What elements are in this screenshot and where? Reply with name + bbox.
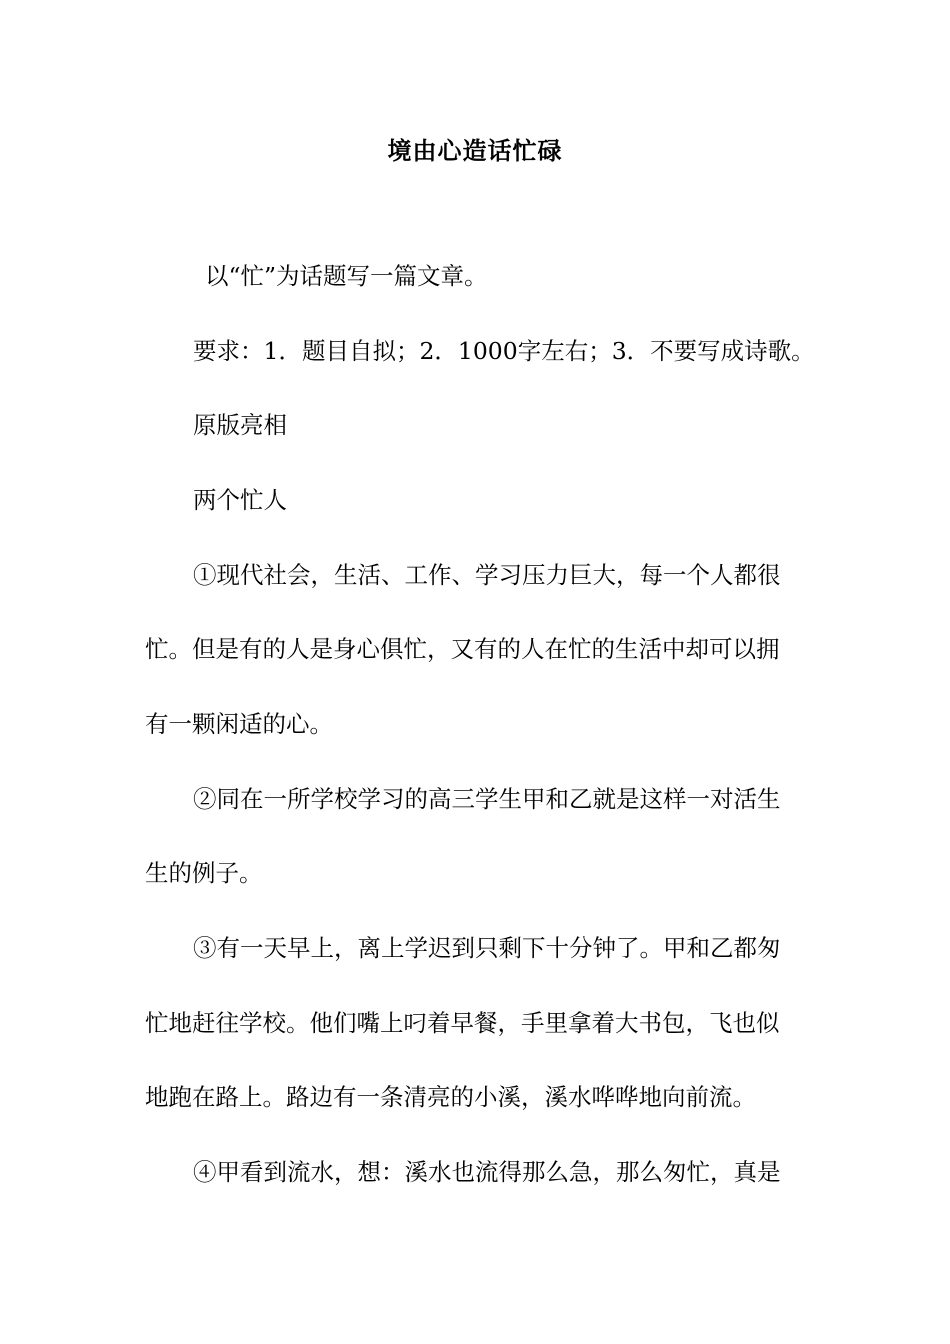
paragraph-line: ②同在一所学校学习的高三学生甲和乙就是这样一对活生 <box>193 785 781 813</box>
paragraph-line: ①现代社会，生活、工作、学习压力巨大，每一个人都很 <box>193 561 781 589</box>
essay-prompt: 以“忙”为话题写一篇文章。 <box>205 262 488 290</box>
paragraph-line: 有一颗闲适的心。 <box>145 710 333 738</box>
essay-title: 两个忙人 <box>193 486 287 514</box>
document-title: 境由心造话忙碌 <box>387 136 563 165</box>
paragraph-line: 忙。但是有的人是身心俱忙，又有的人在忙的生活中却可以拥 <box>145 635 780 663</box>
paragraph-line: 忙地赶往学校。他们嘴上叼着早餐，手里拿着大书包，飞也似 <box>145 1009 780 1037</box>
paragraph-line: 生的例子。 <box>145 859 263 887</box>
paragraph-line: ④甲看到流水，想：溪水也流得那么急，那么匆忙，真是 <box>193 1158 781 1186</box>
paragraph-line: 地跑在路上。路边有一条清亮的小溪，溪水哗哗地向前流。 <box>145 1083 756 1111</box>
essay-requirements: 要求：1．题目自拟；2．1000字左右；3．不要写成诗歌。 <box>193 337 815 365</box>
section-label: 原版亮相 <box>193 411 287 439</box>
paragraph-line: ③有一天早上，离上学迟到只剩下十分钟了。甲和乙都匆 <box>193 934 781 962</box>
